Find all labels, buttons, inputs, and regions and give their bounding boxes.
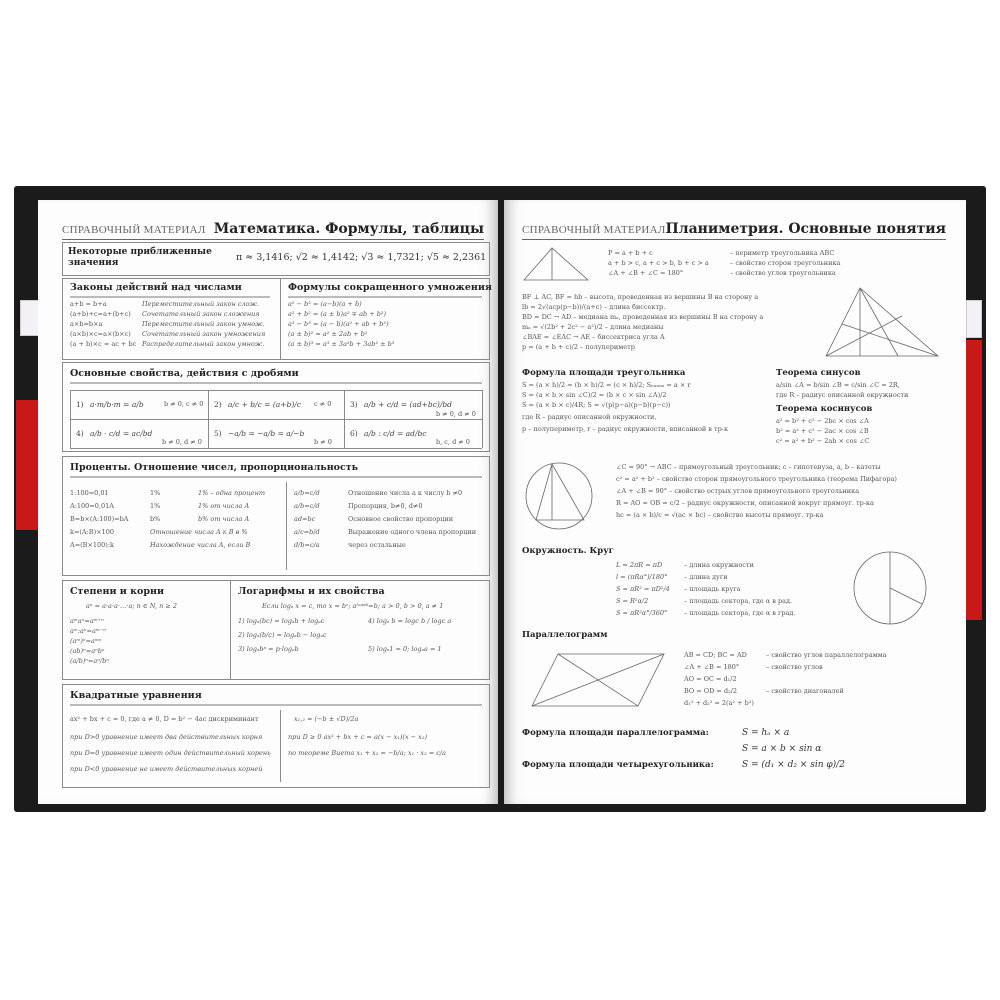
parallelogram-title: Параллелограмм: [522, 630, 608, 640]
quadratic-title-bar: [70, 704, 482, 706]
para-desc: – свойство диагоналей: [766, 687, 844, 695]
cover-red-graphic-right: [966, 340, 982, 620]
frac-num: 6): [350, 429, 358, 438]
law-name: Сочетательный закон сложения: [142, 310, 260, 318]
parallelogram-figure: [528, 650, 668, 710]
area-line: p – полупериметр, r – радиус окружности, вписанной в тр-к: [522, 425, 729, 433]
para-formula: AO = OC = d₁/2: [684, 675, 737, 683]
pow-rule: aᵐ:aⁿ=aᵐ⁻ⁿ: [70, 627, 106, 635]
page-title: Планиметрия. Основные понятия: [665, 221, 946, 237]
quad-line: ax² + bx + c = 0, где a ≠ 0, D = b² − 4ac дискриминант: [70, 715, 259, 723]
fractions-title-bar: [70, 382, 482, 384]
pct-value: 1%: [150, 489, 161, 497]
pct-desc: Отношение числа A к B в %: [150, 528, 248, 536]
area-line: S = (a × h)/2 = (b × h)/2 = (c × h)/2; Sₙₐₘₘ = a × r: [522, 381, 691, 389]
frac-formula: a/c + b/c = (a+b)/c: [228, 400, 301, 409]
quadratic-title: Квадратные уравнения: [70, 690, 202, 701]
circle-figure: [850, 548, 930, 628]
frac-row-top: [70, 390, 482, 391]
area-title: Формула площади треугольника: [522, 368, 686, 378]
frac-col-2: [208, 390, 209, 448]
area-line: S = (a × b × sin ∠C)/2 = (b × c × sin ∠A)/2: [522, 391, 667, 399]
frac-condition: c ≠ 0: [314, 400, 332, 408]
prop-expr: ad=bc: [294, 515, 316, 523]
log-rule: 4) logₐ b = logc b / logc a: [368, 617, 452, 625]
law-formula: a+b = b+a: [70, 300, 107, 308]
pct-expr: k=(A:B)×100: [70, 528, 114, 536]
area-line: где R – радиус описанной окружности,: [522, 413, 657, 421]
circle-desc: – площадь сектора, где α в град.: [684, 609, 796, 617]
log-rule: 3) logₐbᵖ = p·logₐb: [238, 645, 299, 653]
pct-desc: 1% – одна процент: [198, 489, 266, 497]
law-name: Сочетательный закон умножения: [142, 330, 266, 338]
frac-formula: a·m/b·m = a/b: [90, 400, 144, 409]
frac-condition: b ≠ 0, c ≠ 0: [164, 400, 204, 408]
pow-rule: (a/b)ⁿ=aⁿ/bⁿ: [70, 657, 109, 665]
tri-block-line: ∠BAE = ∠EAC → AE – биссектриса угла A: [522, 333, 665, 341]
tri-formula: ∠A + ∠B + ∠C = 180°: [608, 269, 684, 277]
quad-area-label: Формула площади четырехугольника:: [522, 760, 714, 770]
area-line: S = (a × b × c)/4R; S = √(p(p−a)(p−b)(p−c)): [522, 401, 671, 409]
circle-desc: – длина дуги: [684, 573, 728, 581]
powers-title: Степени и корни: [70, 586, 164, 597]
para-desc: – свойство углов параллелограмма: [766, 651, 887, 659]
tri-block-line: BF ⊥ AC, BF = hb – высота, проведенная из вершины B на сторону a: [522, 293, 759, 301]
circle-formula: l = (πRα°)/180°: [616, 573, 668, 581]
quad-right-line: при D ≥ 0 ax² + bx + c = a(x − x₁)(x − x₂): [288, 733, 427, 741]
triangle-figure: [522, 244, 592, 284]
quad-right-line: по теореме Виета x₁ + x₂ = −b/a; x₁ · x₂ = c/a: [288, 749, 446, 757]
pct-value: 1%: [150, 502, 161, 510]
bookmark-tab-right: [966, 300, 982, 338]
para-formula: ∠A + ∠B = 180°: [684, 663, 740, 671]
pow-rule: aᵐaⁿ=aᵐ⁺ⁿ: [70, 617, 104, 625]
pct-expr: 1:100=0,01: [70, 489, 109, 497]
log-def: Если logₐ x = c, то x = bᶜ; aˡᵒᵍᵃᵇ=b; a > 0, b > 0, a ≠ 1: [262, 602, 444, 610]
abbr-formula: a³ − b³ = (a − b)(a² + ab + b²): [288, 320, 389, 328]
prop-expr: a/b=c/d: [294, 489, 320, 497]
abbr-title: Формулы сокращенного умножения: [288, 282, 492, 293]
law-name: Переместительный закон слож.: [142, 300, 259, 308]
para-area-formula-2: S = a × b × sin α: [742, 744, 822, 754]
prop-desc: Выражение одного члена пропорции: [348, 528, 477, 536]
para-formula: AB = CD; BC = AD: [684, 651, 747, 659]
bookmark-tab-left: [20, 300, 40, 336]
circle-desc: – длина окружности: [684, 561, 754, 569]
sin-line: где R – радиус описанной окружности: [776, 391, 909, 399]
cos-theorem-title: Теорема косинусов: [776, 404, 873, 414]
right-tri-line: c² = a² + b² – свойство сторон прямоугольного треугольника (теорема Пифагора): [616, 475, 897, 483]
laws-title-bar: [70, 296, 270, 298]
laws-title: Законы действий над числами: [70, 282, 242, 293]
abbr-title-bar: [288, 296, 482, 298]
quad-line: при D=0 уравнение имеет один действительный корень: [70, 749, 271, 757]
logs-title: Логарифмы и их свойства: [238, 586, 385, 597]
tri-formula: P = a + b + c: [608, 249, 653, 257]
frac-num: 3): [350, 400, 358, 409]
right-tri-line: R = AO = OB = c/2 – радиус окружности, описанной вокруг прямоуг. тр-ка: [616, 499, 874, 507]
pct-expr: A:100=0,01A: [70, 502, 114, 510]
right-page-header: [522, 214, 946, 240]
pow-rule: (aᵐ)ⁿ=aᵐⁿ: [70, 637, 102, 645]
left-page-header: [62, 214, 484, 240]
tri-block-line: p = (a + b + c)/2 – полупериметр: [522, 343, 635, 351]
law-formula: (a×b)×c=a×(b×c): [70, 330, 131, 338]
sin-line: a/sin ∠A = b/sin ∠B = c/sin ∠C = 2R,: [776, 381, 900, 389]
laws-divider: [280, 278, 281, 360]
para-area-label: Формула площади параллелограмма:: [522, 728, 709, 738]
pct-expr: B=b×(A:100)=bA: [70, 515, 129, 523]
frac-formula: −a/b = −a/b = a/−b: [228, 429, 305, 438]
right-tri-line: hc = (a × b)/c = √(aс × bс) – свойство высоты прямоуг. тр-ка: [616, 511, 824, 519]
law-formula: (a+b)+c=a+(b+c): [70, 310, 131, 318]
para-formula: BO = OD = d₂/2: [684, 687, 738, 695]
prop-desc: через остальные: [348, 541, 406, 549]
frac-num: 1): [76, 400, 84, 409]
prop-expr: a/c=b/d: [294, 528, 320, 536]
frac-condition: b ≠ 0, d ≠ 0: [162, 438, 202, 446]
quad-line: при D>0 уравнение имеет два действительных корня: [70, 733, 263, 741]
right-tri-line: ∠A + ∠B = 90° – свойство острых углов прямоугольного треугольника: [616, 487, 860, 495]
frac-condition: b ≠ 0: [314, 438, 332, 446]
law-name: Переместительный закон умнож.: [142, 320, 265, 328]
abbr-formula: (a ± b)² = a² ± 2ab + b²: [288, 330, 368, 338]
log-rule: 5) logₐ1 = 0; logₐa = 1: [368, 645, 442, 653]
log-rule: 1) logₐ(bc) = logₐb + logₐc: [238, 617, 325, 625]
frac-row-mid: [70, 419, 482, 420]
quad-line: при D<0 уравнение не имеет действительных корней: [70, 765, 263, 773]
cos-line: a² = b² + c² − 2bc × cos ∠A: [776, 417, 869, 425]
law-name: Распределительный закон умнож.: [142, 340, 265, 348]
abbr-formula: a² + b² = (a ± b)a² ∓ ab + b²): [288, 310, 387, 318]
prop-desc: Отношение числа a к числу b ≠0: [348, 489, 463, 497]
pct-desc: Нахождение числа A, если B: [150, 541, 251, 549]
approx-values: π ≈ 3,1416; √2 ≈ 1,4142; √3 ≈ 1,7321; √5 ≈ 2,2361: [236, 252, 487, 263]
quad-right-line: x₁,₂ = (−b ± √D)/2a: [294, 715, 359, 723]
circle-desc: – площадь круга: [684, 585, 741, 593]
law-formula: (a + b)×c = ac + bc: [70, 340, 137, 348]
percent-title: Проценты. Отношение чисел, пропорциональность: [70, 462, 359, 473]
quad-area-formula: S = (d₁ × d₂ × sin φ)/2: [742, 760, 845, 770]
circle-formula: S = πR² = πD²/4: [616, 585, 670, 593]
prop-expr: a/b=c/d: [294, 502, 320, 510]
frac-col-3: [344, 390, 345, 448]
right-triangle-circle-figure: [524, 458, 594, 534]
circle-desc: – площадь сектора, где α в рад.: [684, 597, 793, 605]
right-tri-line: ∠C = 90° → ABC – прямоугольный треугольник; c – гипотенуза, a, b – катеты: [616, 463, 881, 471]
frac-col-1: [70, 390, 71, 448]
prop-desc: Основное свойство пропорции: [348, 515, 454, 523]
frac-num: 2): [214, 400, 222, 409]
circle-formula: S = πR²α°/360°: [616, 609, 668, 617]
abbr-formula: a² − b² = (a−b)(a + b): [288, 300, 362, 308]
cos-line: b² = a² + c² − 2ac × cos ∠B: [776, 427, 869, 435]
pow-def: aⁿ = a·a·a·…·a; n ∈ N, n ≥ 2: [86, 602, 178, 610]
tri-desc: – периметр треугольника ABC: [730, 249, 835, 257]
frac-condition: b ≠ 0, d ≠ 0: [436, 410, 476, 418]
powers-divider: [230, 580, 231, 680]
pow-rule: (ab)ⁿ=aⁿbⁿ: [70, 647, 105, 655]
tri-block-line: BD = DC → AD – медиана mₐ, проведенная из вершины B на сторону a: [522, 313, 764, 321]
frac-condition: b, c, d ≠ 0: [436, 438, 470, 446]
frac-formula: a/b : c/d = ad/bc: [364, 429, 427, 438]
page-title: Математика. Формулы, таблицы: [213, 221, 484, 237]
percent-title-bar: [70, 476, 482, 478]
pct-desc: 1% от числа A: [198, 502, 250, 510]
right-page: [504, 200, 966, 804]
sin-theorem-title: Теорема синусов: [776, 368, 861, 378]
prop-desc: Пропорция, b≠0, d≠0: [348, 502, 423, 510]
quadratic-divider: [280, 710, 281, 782]
frac-num: 4): [76, 429, 84, 438]
tri-formula: a + b > c, a + c > b, b + c > a: [608, 259, 709, 267]
fractions-title: Основные свойства, действия с дробями: [70, 368, 299, 379]
circle-formula: L = 2πR = πD: [616, 561, 663, 569]
frac-num: 5): [214, 429, 222, 438]
page-tag: СПРАВОЧНЫЙ МАТЕРИАЛ: [522, 224, 666, 236]
pct-expr: A=(B×100):k: [70, 541, 114, 549]
log-rule: 2) logₐ(b/c) = logₐb − logₐc: [238, 631, 327, 639]
law-formula: a×b=b×a: [70, 320, 103, 328]
tri-block-line: mₐ = √(2b² + 2c² − a²)/2 – длина медианы: [522, 323, 664, 331]
frac-row-bot: [70, 448, 482, 449]
triangle-median-figure: [822, 286, 942, 360]
para-area-formula-1: S = hₐ × a: [742, 728, 790, 738]
pct-desc: b% от числа A: [198, 515, 250, 523]
frac-formula: a/b + c/d = (ad+bc)/bd: [364, 400, 452, 409]
circle-formula: S = R²α/2: [616, 597, 649, 605]
tri-desc: – свойство углов треугольника: [730, 269, 836, 277]
abbr-formula: (a ± b)³ = a³ ± 3a²b + 3ab² ± b³: [288, 340, 395, 348]
frac-col-4: [482, 390, 483, 448]
circle-title: Окружность. Круг: [522, 546, 614, 556]
prop-expr: d/b=c/a: [294, 541, 320, 549]
cover-red-graphic: [16, 400, 38, 530]
para-formula: d₁² + d₂² = 2(a² + b²): [684, 699, 754, 707]
approx-label: Некоторые приближенные значения: [68, 247, 212, 268]
tri-desc: – свойство сторон треугольника: [730, 259, 841, 267]
cos-line: c² = a² + b² − 2ab × cos ∠C: [776, 437, 870, 445]
tri-block-line: lb = 2√(acp(p−b))/(a+c) – длина биссектр.: [522, 303, 666, 311]
para-desc: – свойство углов: [766, 663, 823, 671]
percent-divider: [286, 482, 287, 570]
left-page: [38, 200, 498, 804]
frac-formula: a/b · c/d = ac/bd: [90, 429, 153, 438]
pct-value: b%: [150, 515, 161, 523]
page-tag: СПРАВОЧНЫЙ МАТЕРИАЛ: [62, 224, 206, 236]
